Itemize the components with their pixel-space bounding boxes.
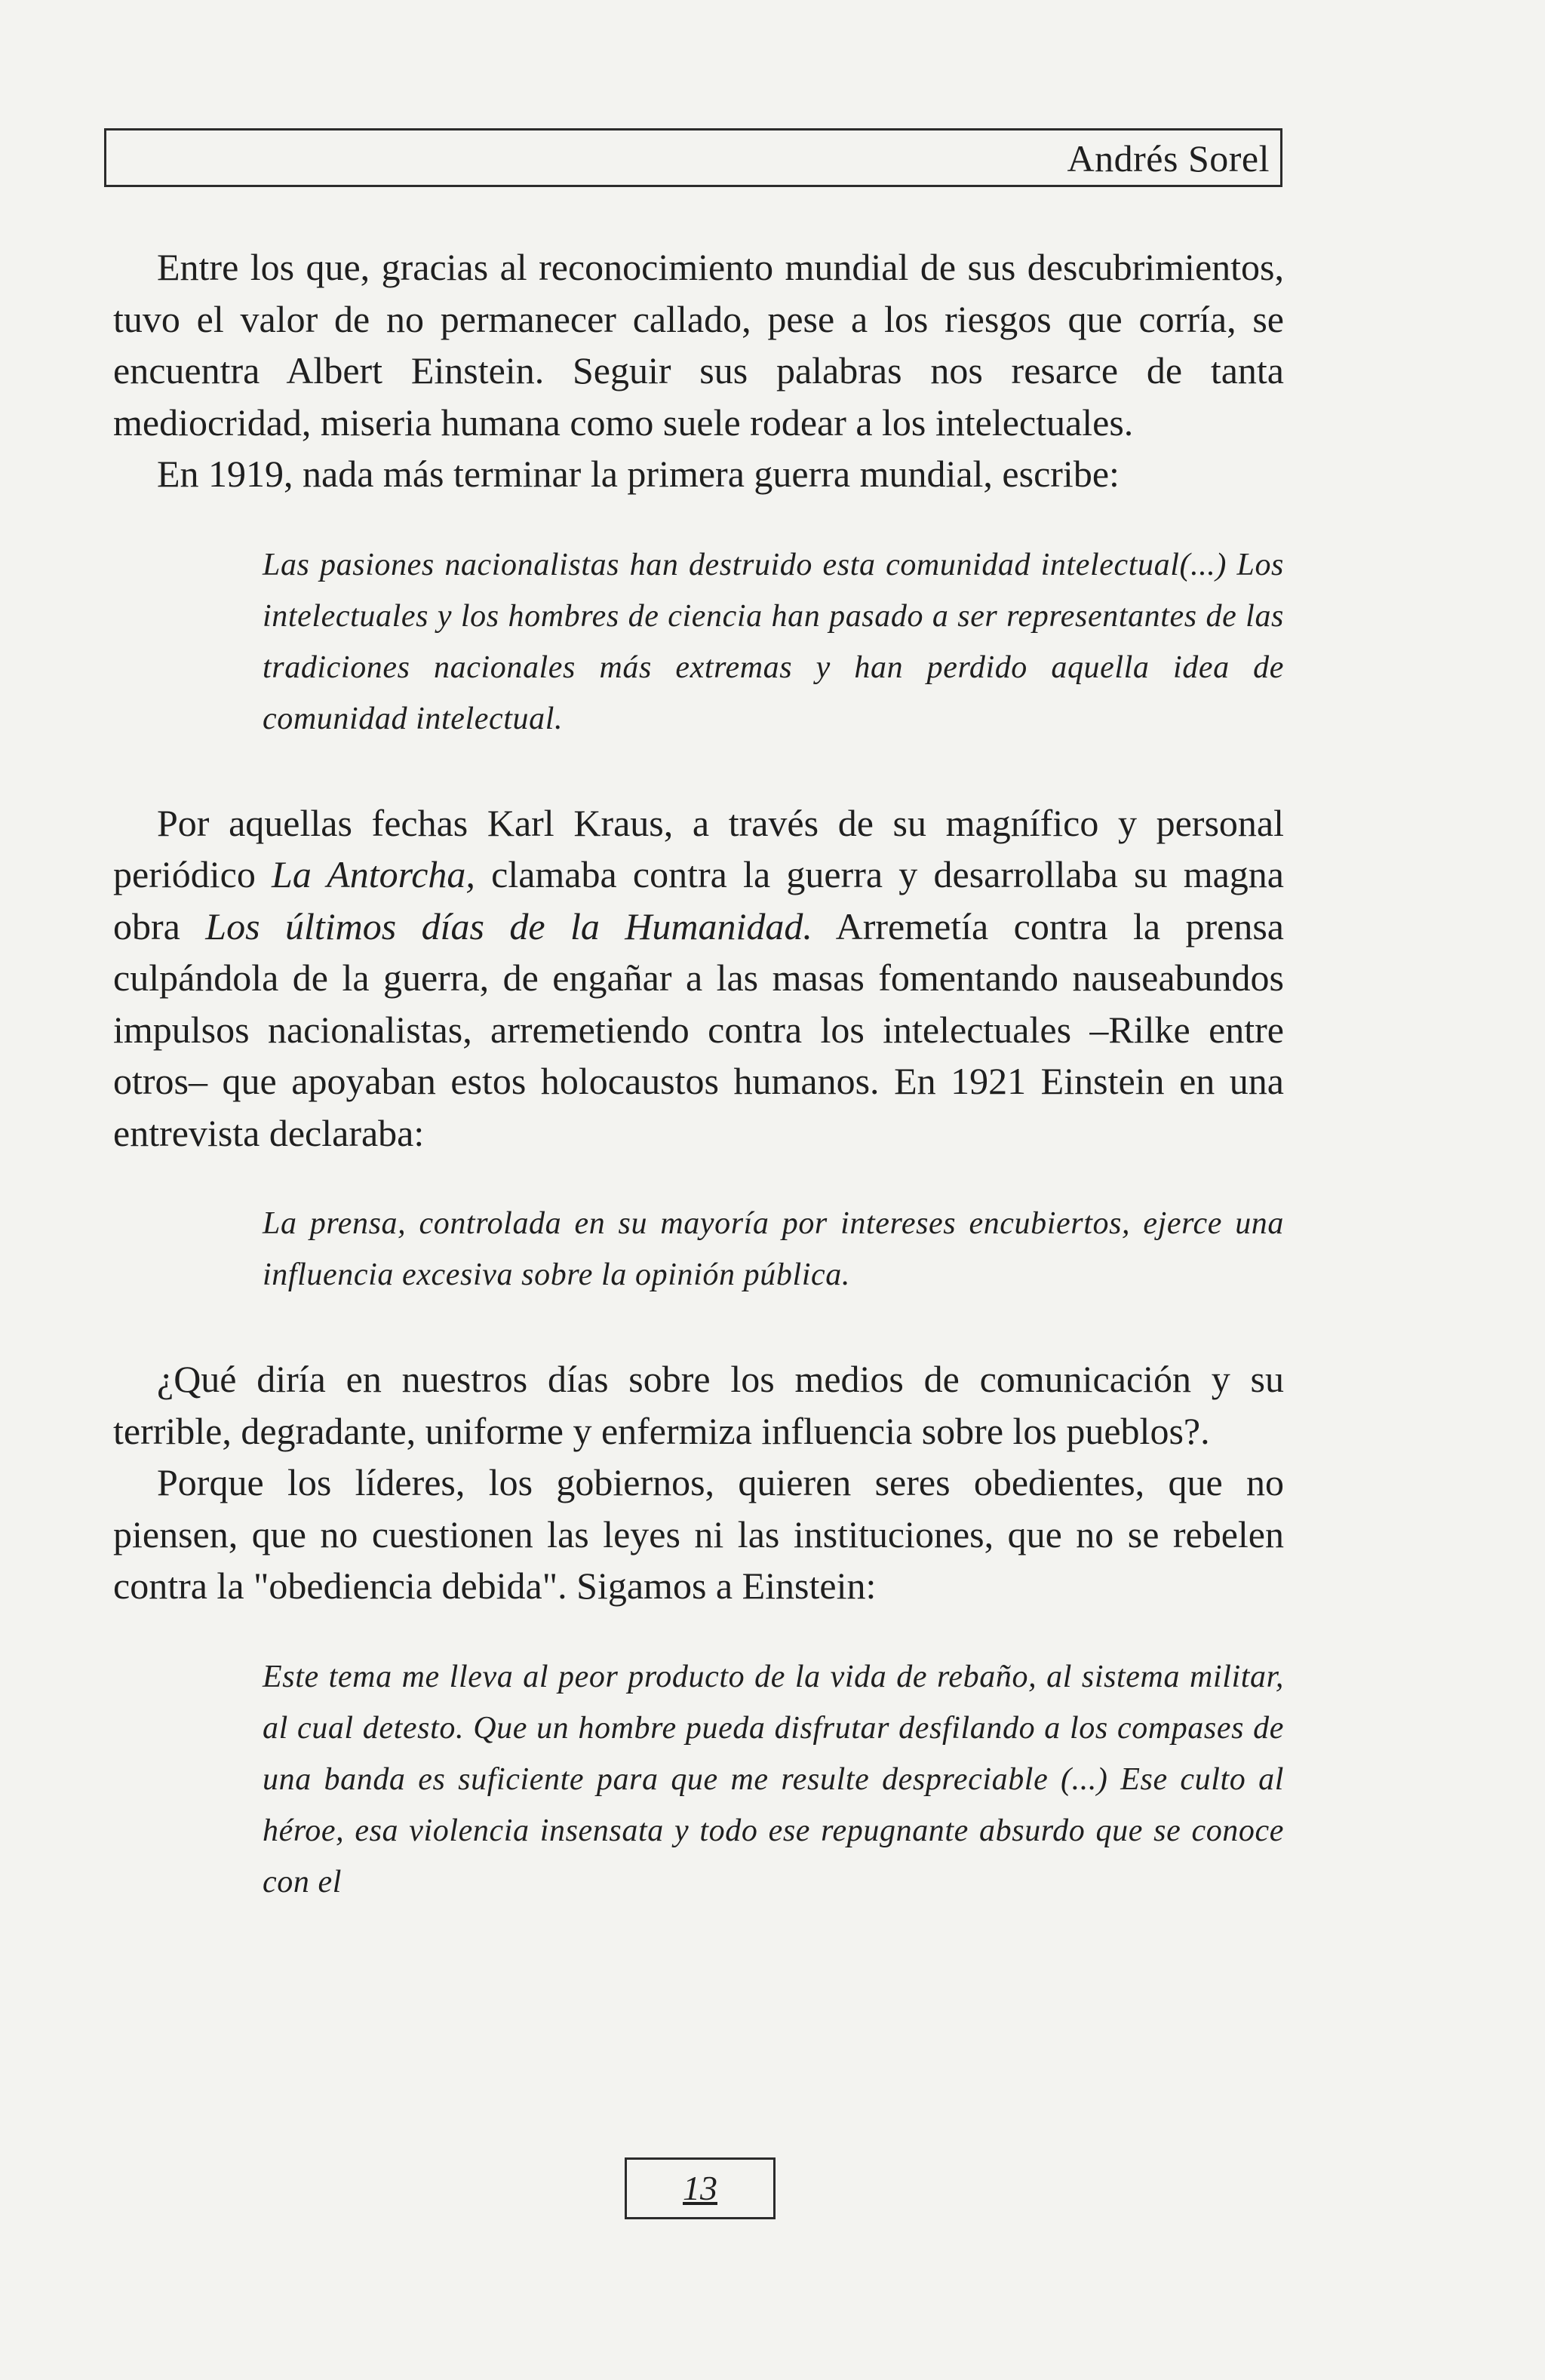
paragraph-4: ¿Qué diría en nuestros días sobre los medios de comunicación y su terrible, degradante, uniforme y enfermiza influencia sobre los pueblos?. (113, 1358, 1284, 1452)
quote-2: La prensa, controlada en su mayoría por intereses encubiertos, ejerce una influencia excesiva sobre la opinión pública. (263, 1206, 1284, 1292)
header-author: Andrés Sorel (1067, 137, 1270, 180)
paragraph-3-part-2: clamaba contra la guerra y desarrollaba su magna obra (113, 853, 1284, 947)
paragraph-2: En 1919, nada más terminar la primera guerra mundial, escribe: (157, 453, 1120, 495)
paragraph-5: Porque los líderes, los gobiernos, quieren seres obedientes, que no piensen, que no cuestionen las leyes ni las instituciones, que no se rebelen contra la "obediencia debida". Sigamos a Einstein: (113, 1461, 1284, 1607)
paragraph-1: Entre los que, gracias al reconocimiento mundial de sus descubrimientos, tuvo el valor de no permanecer callado, pese a los riesgos que corría, se encuentra Albert Einstein. Seguir sus palabras nos resarce de tanta mediocridad, miseria humana como suele rodear a los intelectuales. (113, 246, 1284, 444)
quote-1: Las pasiones nacionalistas han destruido esta comunidad intelectual(...) Los intelectuales y los hombres de ciencia han pasado a ser representantes de las tradiciones nacionales más extremas y han perdido aquella idea de comunidad intelectual. (263, 547, 1284, 736)
paragraph-3-part-1: Por aquellas fechas Karl Kraus, a través de su magnífico y personal periódico (113, 801, 1284, 895)
quote-3: Este tema me lleva al peor producto de la vida de rebaño, al sistema militar, al cual detesto. Que un hombre pueda disfrutar desfilando a los compases de una banda es suficiente para que me resulte despreciable (...) Ese culto al héroe, esa violencia insensata y todo ese repugnante absurdo que se conoce con el (263, 1659, 1284, 1899)
paragraph-3 (113, 797, 1284, 1159)
page-number: 13 (683, 2169, 717, 2207)
page-number-box (625, 2157, 776, 2219)
running-header (104, 128, 1282, 187)
periodical-title: La Antorcha, (272, 853, 475, 895)
work-title: Los últimos días de la Humanidad. (205, 904, 812, 947)
page-content (113, 241, 1284, 1908)
paragraph-3-part-3: Arremetía contra la prensa culpándola de la guerra, de engañar a las masas fomentando nauseabundos impulsos nacionalistas, arremetiendo contra los intelectuales –Rilke entre otros– que apoyaban estos holocaustos humanos. En 1921 Einstein en una entrevista declaraba: (113, 904, 1285, 1154)
